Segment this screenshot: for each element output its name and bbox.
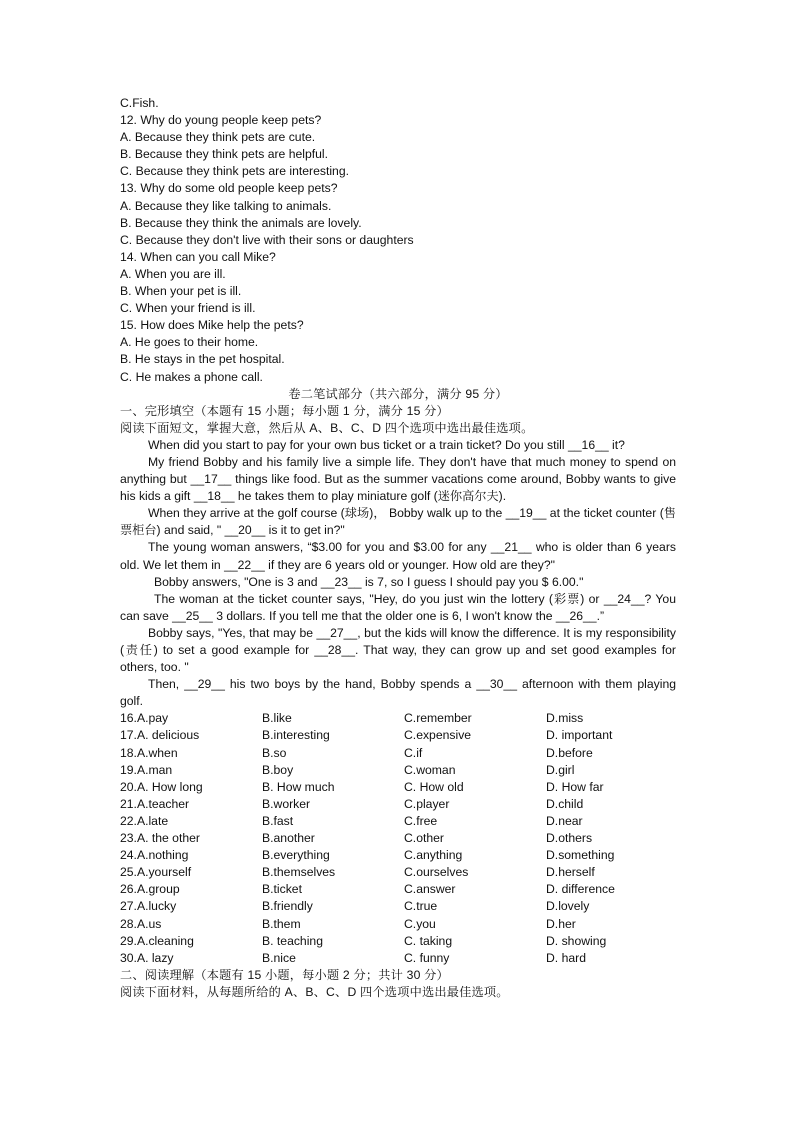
option-row [120, 898, 676, 915]
option-row [120, 830, 676, 847]
options-table [120, 710, 676, 966]
option-row [120, 762, 676, 779]
option-c: C. funny [404, 950, 450, 965]
reading-section [120, 967, 676, 1001]
passage-paragraph: The woman at the ticket counter says, "Hey, do you just win the lottery (彩票) or __24__? You can save __25__ 3 dollars. If you tell me that the older one is 6, I won't know the __26__.” [120, 591, 676, 623]
passage-paragraph: Then, __29__ his two boys by the hand, Bobby spends a __30__ afternoon with them playing golf. [120, 677, 676, 709]
option-c: C.other [404, 831, 444, 846]
option-a: 24.A.nothing [120, 848, 189, 863]
option-b: B.fast [262, 813, 294, 828]
option-c: C.woman [404, 762, 456, 777]
option-row [120, 813, 676, 830]
option-a: 17.A. delicious [120, 728, 200, 743]
option-row [120, 847, 676, 864]
passage-paragraph: When did you start to pay for your own bus ticket or a train ticket? Do you still __16__ it? [148, 437, 625, 452]
question-line: A. Because they think pets are cute. [120, 130, 316, 145]
option-row [120, 881, 676, 898]
question-line: B. When your pet is ill. [120, 284, 242, 299]
option-row [120, 727, 676, 744]
option-c: C. taking [404, 933, 453, 948]
passage-paragraph: Bobby answers, "One is 3 and __23__ is 7, so I guess I should pay you $ 6.00." [154, 574, 584, 589]
option-d: D.others [546, 831, 593, 846]
option-row [120, 710, 676, 727]
option-d: D.herself [546, 865, 595, 880]
option-d: D. difference [546, 882, 615, 897]
question-line: C.Fish. [120, 96, 159, 110]
question-line: B. Because they think pets are helpful. [120, 147, 328, 162]
option-row [120, 933, 676, 950]
option-b: B.interesting [262, 728, 330, 743]
option-row [120, 745, 676, 762]
option-c: C.you [404, 916, 436, 931]
passage-paragraph: When they arrive at the golf course (球场)， Bobby walk up to the __19__ at the ticket counter (售票柜台) and said, " __20__ is it to get in?" [120, 506, 676, 538]
listening-questions [120, 95, 676, 386]
question-line: A. When you are ill. [120, 266, 226, 281]
option-b: B.themselves [262, 865, 336, 880]
option-b: B.ticket [262, 882, 302, 897]
option-d: D. showing [546, 933, 607, 948]
question-line: C. When your friend is ill. [120, 301, 256, 316]
option-a: 18.A.when [120, 745, 178, 760]
option-b: B.them [262, 916, 301, 931]
passage-paragraph: Bobby says, "Yes, that may be __27__, but the kids will know the difference. It is my responsibility (责任) to set a good example for __28__. That way, they can grow up and set good examples for others, too. " [120, 625, 676, 675]
option-d: D.her [546, 916, 576, 931]
option-d: D.miss [546, 711, 584, 726]
option-row [120, 779, 676, 796]
question-line: A. Because they like talking to animals. [120, 198, 332, 213]
question-line: 12. Why do young people keep pets? [120, 113, 322, 128]
option-c: C.free [404, 813, 438, 828]
option-b: B.everything [262, 848, 330, 863]
option-c: C. How old [404, 779, 464, 794]
option-b: B.friendly [262, 899, 313, 914]
option-a: 25.A.yourself [120, 865, 192, 880]
option-a: 28.A.us [120, 916, 162, 931]
question-line: C. Because they don't live with their sons or daughters [120, 232, 414, 247]
option-c: C.answer [404, 882, 456, 897]
option-d: D.something [546, 848, 615, 863]
question-line: A. He goes to their home. [120, 335, 259, 350]
option-a: 19.A.man [120, 762, 173, 777]
option-a: 23.A. the other [120, 831, 200, 846]
option-c: C.anything [404, 848, 463, 863]
option-c: C.player [404, 796, 450, 811]
question-line: B. He stays in the pet hospital. [120, 352, 285, 367]
question-line: 14. When can you call Mike? [120, 249, 276, 264]
option-row [120, 950, 676, 967]
option-a: 29.A.cleaning [120, 933, 194, 948]
section-heading: 一、完形填空（本题有 15 小题；每小题 1 分，满分 15 分） [120, 403, 449, 418]
option-d: D.girl [546, 762, 575, 777]
exam-page [120, 95, 676, 1001]
option-a: 27.A.lucky [120, 899, 177, 914]
part-two-title: 卷二笔试部分（共六部分，满分 95 分） [288, 386, 508, 401]
option-c: C.if [404, 745, 423, 760]
option-b: B.another [262, 831, 315, 846]
option-a: 16.A.pay [120, 711, 169, 726]
option-b: B.nice [262, 950, 296, 965]
option-d: D.near [546, 813, 583, 828]
cloze-section [120, 403, 676, 967]
section-heading: 二、阅读理解（本题有 15 小题，每小题 2 分；共计 30 分） [120, 967, 449, 982]
option-row [120, 916, 676, 933]
option-b: B.like [262, 711, 292, 726]
option-d: D.lovely [546, 899, 590, 914]
option-d: D.before [546, 745, 593, 760]
option-row [120, 864, 676, 881]
section-instruction: 阅读下面材料，从每题所给的 A、B、C、D 四个选项中选出最佳选项。 [120, 984, 509, 999]
option-c: C.ourselves [404, 865, 469, 880]
option-a: 30.A. lazy [120, 950, 174, 965]
option-b: B.worker [262, 796, 311, 811]
question-line: 13. Why do some old people keep pets? [120, 181, 338, 196]
passage-paragraph: My friend Bobby and his family live a simple life. They don't have that much money to spend on anything but __17__ things like food. But as the summer vacations come around, Bobby wants to give his kids a gift __18__ he takes them to play miniature golf (迷你高尔夫). [120, 454, 676, 504]
question-line: C. He makes a phone call. [120, 369, 263, 384]
option-d: D.child [546, 796, 584, 811]
option-b: B. How much [262, 779, 335, 794]
option-a: 26.A.group [120, 882, 180, 897]
option-a: 20.A. How long [120, 779, 203, 794]
passage-paragraph: The young woman answers, “$3.00 for you and $3.00 for any __21__ who is older than 6 years old. We let them in __22__ if they are 6 years old or younger. How old are they?" [120, 540, 676, 572]
option-c: C.expensive [404, 728, 472, 743]
option-c: C.remember [404, 711, 472, 726]
option-b: B.boy [262, 762, 294, 777]
option-a: 21.A.teacher [120, 796, 190, 811]
option-d: D. important [546, 728, 613, 743]
question-line: B. Because they think the animals are lovely. [120, 215, 362, 230]
question-line: 15. How does Mike help the pets? [120, 318, 304, 333]
option-d: D. hard [546, 950, 586, 965]
option-row [120, 796, 676, 813]
option-b: B.so [262, 745, 287, 760]
option-d: D. How far [546, 779, 604, 794]
section-instruction: 阅读下面短文，掌握大意，然后从 A、B、C、D 四个选项中选出最佳选项。 [120, 420, 534, 435]
option-a: 22.A.late [120, 813, 169, 828]
option-b: B. teaching [262, 933, 323, 948]
question-line: C. Because they think pets are interesting. [120, 164, 349, 179]
option-c: C.true [404, 899, 438, 914]
